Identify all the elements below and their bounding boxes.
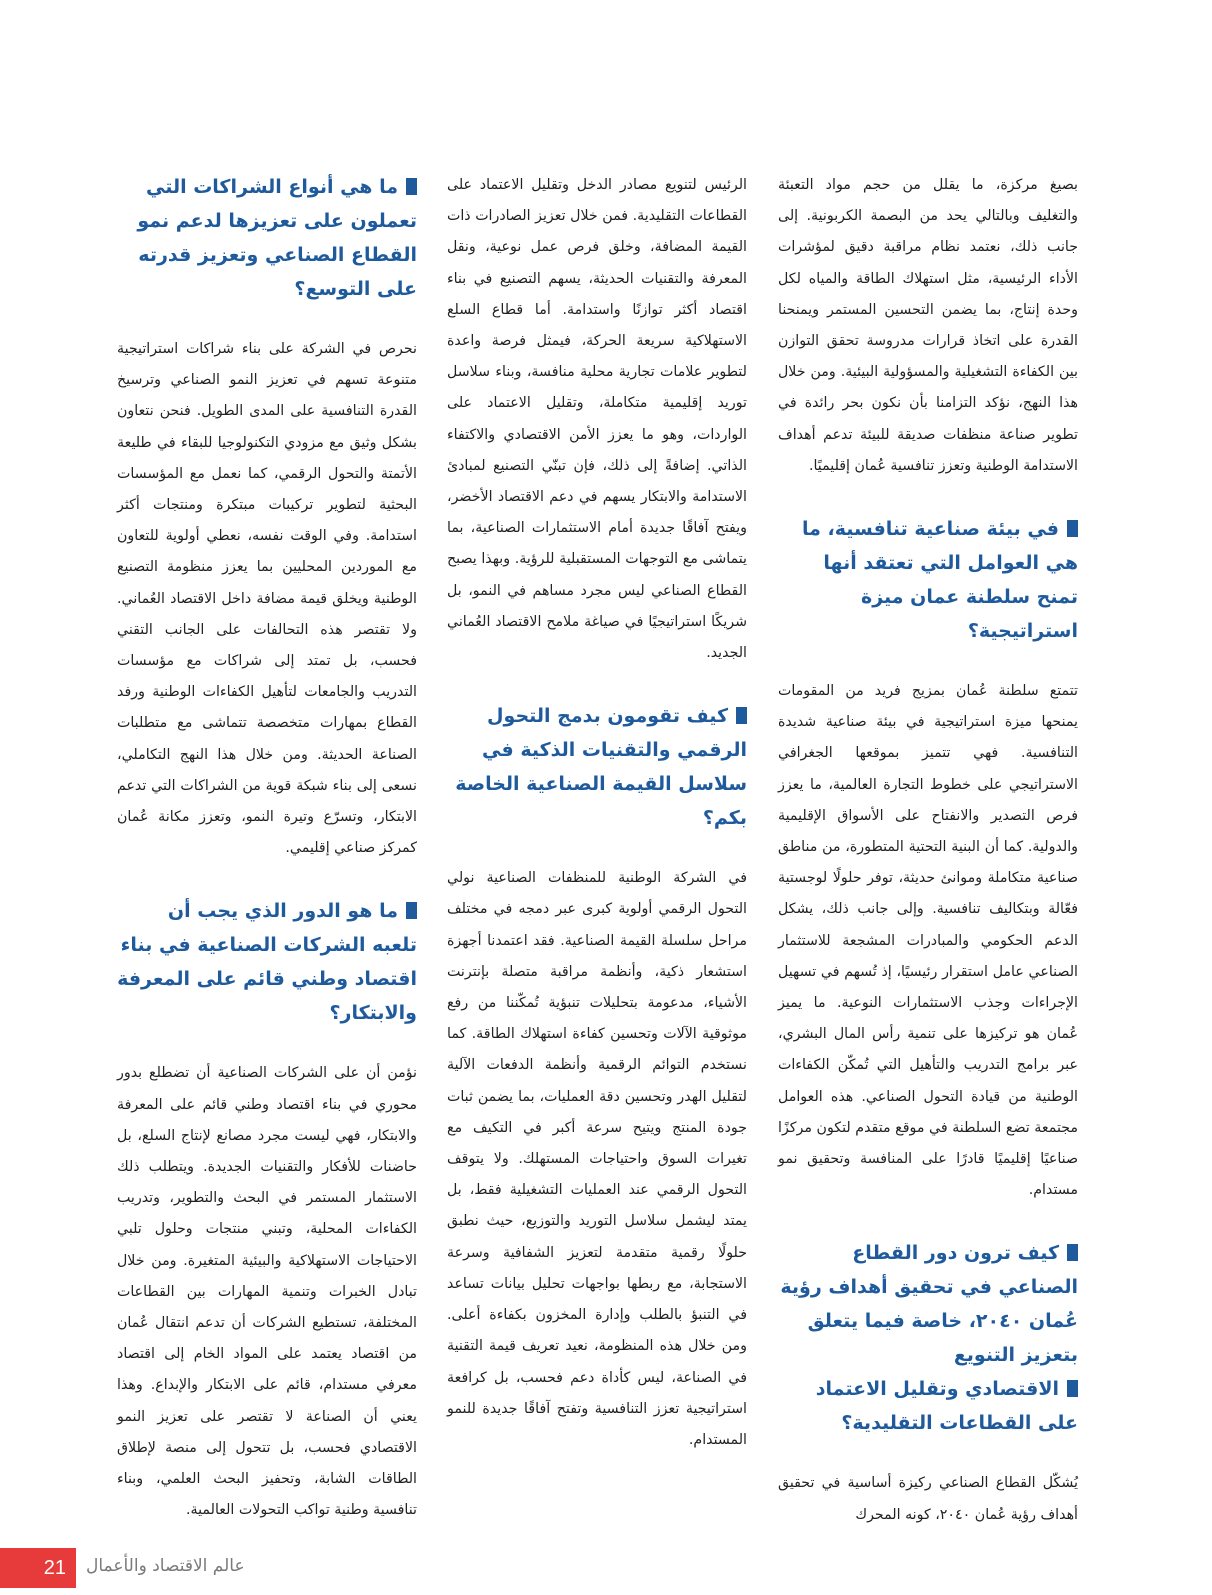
page-number: 21 [0,1548,76,1588]
heading-text: الاقتصادي وتقليل الاعتماد على القطاعات التقليدية؟ [815,1378,1078,1435]
paragraph: الرئيس لتنويع مصادر الدخل وتقليل الاعتماد على القطاعات التقليدية. فمن خلال تعزيز الصادرات ذات القيمة المضافة، وخلق فرص عمل نوعية، ونقل المعرفة والتقنيات الحديثة، يسهم التصنيع في بناء اقتصاد أكثر توازنًا واستدامة. أما قطاع السلع الاستهلاكية سريعة الحركة، فيمثل فرصة واعدة لتطوير علامات تجارية محلية منافسة، وبناء سلاسل توريد إقليمية متكاملة، وتقليل الاعتماد على الواردات، وهو ما يعزز الأمن الاقتصادي والاكتفاء الذاتي. إضافةً إلى ذلك، فإن تبنّي التصنيع لمبادئ الاستدامة والابتكار يسهم في دعم الاقتصاد الأخضر، ويفتح آفاقًا جديدة أمام الاستثمارات الصناعية، بما يتماشى مع التوجهات المستقبلية للرؤية. وبهذا يصبح القطاع الصناعي ليس مجرد مساهم في النمو، بل شريكًا استراتيجيًا في صياغة ملامح الاقتصاد العُماني الجديد. [447,177,747,662]
question-heading [117,170,417,306]
question-heading [117,894,417,1030]
paragraph: نؤمن أن على الشركات الصناعية أن تضطلع بدور محوري في بناء اقتصاد وطني قائم على المعرفة والابتكار، فهي ليست مجرد مصانع لإنتاج السلع، بل حاضنات للأفكار والتقنيات الجديدة. ويتطلب ذلك الاستثمار المستمر في البحث والتطوير، وتدريب الكفاءات المحلية، وتبني منتجات وحلول تلبي الاحتياجات الاستهلاكية والبيئية المتغيرة. ومن خلال تبادل الخبرات وتنمية المهارات بين القطاعات المختلفة، تستطيع الشركات أن تدعم انتقال عُمان من اقتصاد يعتمد على المواد الخام إلى اقتصاد معرفي مستدام، قائم على الابتكار والإبداع. وهذا يعني أن الصناعة لا تقتصر على تعزيز النمو الاقتصادي فحسب، بل تتحول إلى منصة لإطلاق الطاقات الشابة، وتحفيز البحث العلمي، وبناء تنافسية وطنية تواكب التحولات العالمية. [117,1065,417,1519]
paragraph: بصيغ مركزة، ما يقلل من حجم مواد التعبئة والتغليف وبالتالي يحد من البصمة الكربونية. إلى جانب ذلك، نعتمد نظام مراقبة دقيق لمؤشرات الأداء الرئيسية، مثل استهلاك الطاقة والمياه لكل وحدة إنتاج، بما يضمن التحسين المستمر ويمنحنا القدرة على اتخاذ قرارات مدروسة تحقق التوازن بين الكفاءة التشغيلية والمسؤولية البيئية. ومن خلال هذا النهج، نؤكد التزامنا بأن نكون بحر رائدة في تطوير صناعة منظفات صديقة للبيئة تدعم أهداف الاستدامة الوطنية وتعزز تنافسية عُمان إقليميًا. [778,177,1078,474]
paragraph: يُشكّل القطاع الصناعي ركيزة أساسية في تحقيق أهداف رؤية عُمان ٢٠٤٠، كونه المحرك [778,1475,1078,1523]
question-heading [778,1236,1078,1372]
paragraph: في الشركة الوطنية للمنظفات الصناعية نولي التحول الرقمي أولوية كبرى عبر دمجه في مختلف مراحل سلسلة القيمة الصناعية. فقد اعتمدنا أجهزة استشعار ذكية، وأنظمة مراقبة متصلة بإنترنت الأشياء، مدعومة بتحليلات تنبؤية تُمكّننا من رفع موثوقية الآلات وتحسين كفاءة استهلاك الطاقة. كما نستخدم التوائم الرقمية وأنظمة الدفعات الآلية لتقليل الهدر وتحسين دقة العمليات، بما يضمن ثبات جودة المنتج ويتيح سرعة أكبر في التكيف مع تغيرات السوق واحتياجات المستهلك. ولا يتوقف التحول الرقمي عند العمليات التشغيلية فقط، بل يمتد ليشمل سلاسل التوريد والتوزيع، حيث نطبق حلولًا رقمية متقدمة لتعزيز الشفافية وسرعة الاستجابة، مع ربطها بواجهات تحليل بيانات تساعد في التنبؤ بالطلب وإدارة المخزون بكفاءة أعلى. ومن خلال هذه المنظومة، نعيد تعريف قيمة التقنية في الصناعة، ليس كأداة دعم فحسب، بل كرافعة استراتيجية تعزز التنافسية وتفتح آفاقًا جديدة للنمو المستدام. [447,870,747,1448]
question-heading [447,699,747,835]
heading-square-icon [736,707,747,724]
heading-square-icon [406,902,417,919]
heading-text: في بيئة صناعية تنافسية، ما هي العوامل التي تعتقد أنها تمنح سلطنة عمان ميزة استراتيجية؟ [802,518,1078,643]
heading-text: ما هو الدور الذي يجب أن تلعبه الشركات الصناعية في بناء اقتصاد وطني قائم على المعرفة والابتكار؟ [117,900,417,1025]
paragraph: تتمتع سلطنة عُمان بمزيج فريد من المقومات يمنحها ميزة استراتيجية في بيئة صناعية شديدة التنافسية. فهي تتميز بموقعها الجغرافي الاستراتيجي على خطوط التجارة العالمية، ما يعزز فرص التصدير والانفتاح على الأسواق الإقليمية والدولية. كما أن البنية التحتية المتطورة، من مناطق صناعية متكاملة وموانئ حديثة، توفر حلولًا لوجستية فعّالة وبتكاليف تنافسية. وإلى جانب ذلك، يشكل الدعم الحكومي والمبادرات المشجعة للاستثمار الصناعي عامل استقرار رئيسيًا، إذ تُسهم في تسهيل الإجراءات وجذب الاستثمارات النوعية. ما يميز عُمان هو تركيزها على تنمية رأس المال البشري، عبر برامج التدريب والتأهيل التي تُمكّن الكفاءات الوطنية من قيادة التحول الصناعي. هذه العوامل مجتمعة تضع السلطنة في موقع متقدم لتكون مركزًا صناعيًا إقليميًا قادرًا على المنافسة وتحقيق نمو مستدام. [778,683,1078,1199]
question-heading [778,1372,1078,1440]
heading-square-icon [1067,1244,1078,1261]
column-middle [447,170,747,1456]
heading-square-icon [1067,520,1078,537]
heading-square-icon [406,178,417,195]
magazine-title: عالم الاقتصاد والأعمال [86,1556,245,1576]
paragraph: نحرص في الشركة على بناء شراكات استراتيجية متنوعة تسهم في تعزيز النمو الصناعي وترسيخ القدرة التنافسية على المدى الطويل. فنحن نتعاون بشكل وثيق مع مزودي التكنولوجيا للبقاء في طليعة الأتمتة والتحول الرقمي، كما نعمل مع المؤسسات البحثية لتطوير تركيبات مبتكرة ومنتجات أكثر استدامة. وفي الوقت نفسه، نعطي أولوية للتعاون مع الموردين المحليين بما يعزز منظومة التصنيع الوطنية ويخلق قيمة مضافة داخل الاقتصاد العُماني. ولا تقتصر هذه التحالفات على الجانب التقني فحسب، بل تمتد إلى شراكات مع مؤسسات التدريب والجامعات لتأهيل الكفاءات الوطنية ورفد القطاع بمهارات متخصصة تتماشى مع متطلبات الصناعة الحديثة. ومن خلال هذا النهج التكاملي، نسعى إلى بناء شبكة قوية من الشراكات التي تدعم الابتكار، وتسرّع وتيرة النمو، وتعزز مكانة عُمان كمركز صناعي إقليمي. [117,341,417,857]
heading-text: كيف ترون دور القطاع الصناعي في تحقيق أهداف رؤية عُمان ٢٠٤٠، خاصة فيما يتعلق بتعزيز التنويع [780,1242,1078,1367]
heading-square-icon [1067,1380,1078,1397]
question-heading [778,512,1078,648]
column-left [117,170,417,1527]
heading-text: كيف تقومون بدمج التحول الرقمي والتقنيات الذكية في سلاسل القيمة الصناعية الخاصة بكم؟ [455,705,747,830]
column-right [778,170,1078,1531]
heading-text: ما هي أنواع الشراكات التي تعملون على تعزيزها لدعم نمو القطاع الصناعي وتعزيز قدرته على التوسع؟ [137,176,417,300]
